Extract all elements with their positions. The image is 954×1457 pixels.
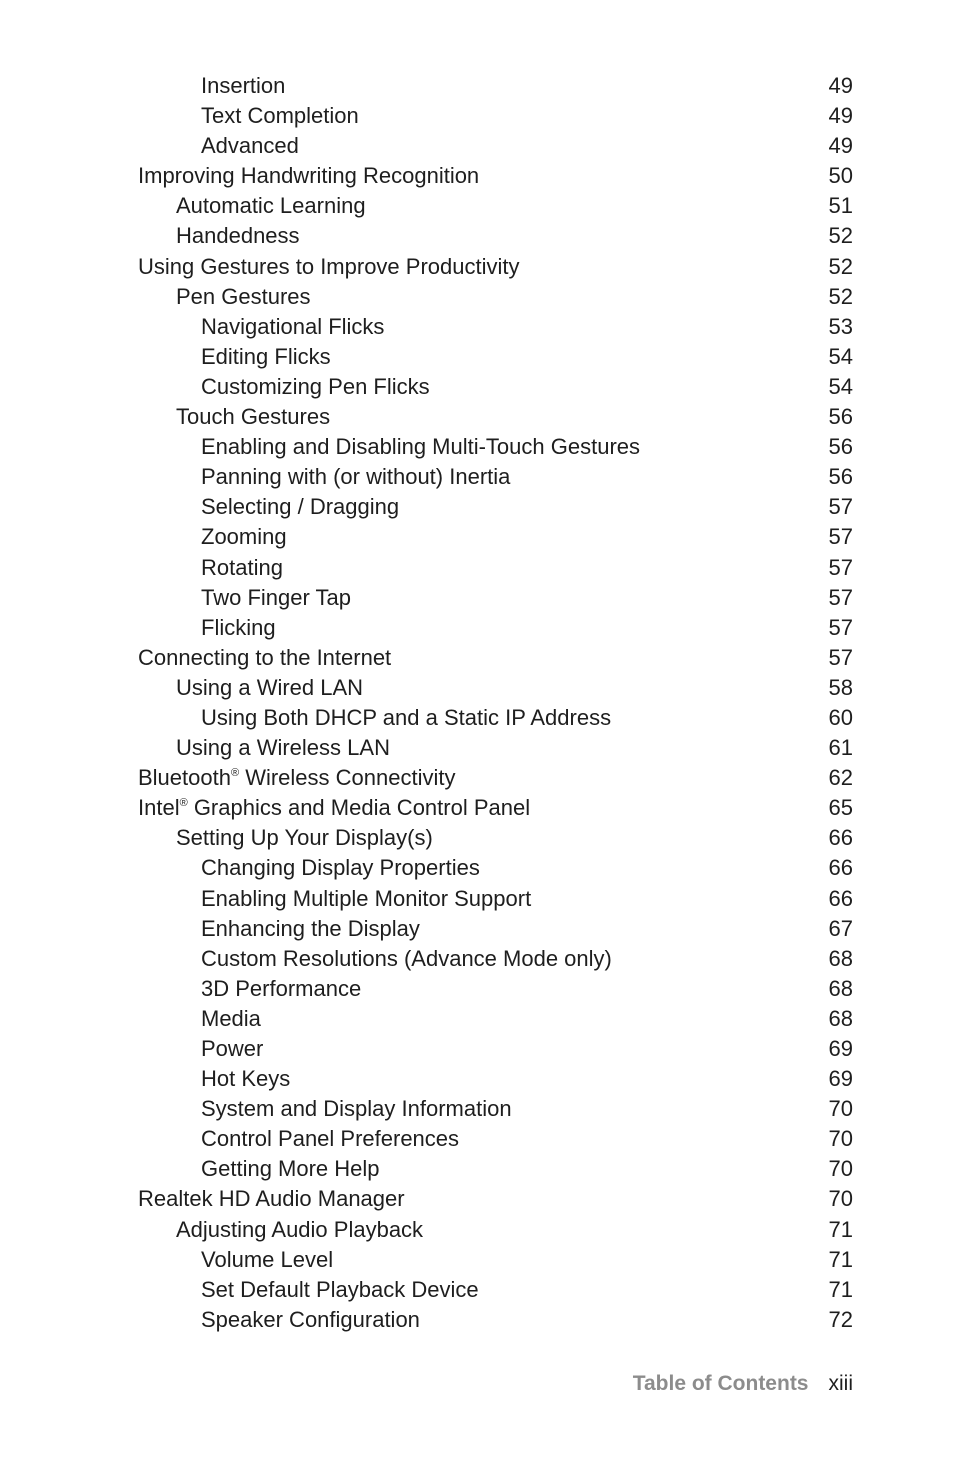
toc-entry-title (201, 101, 359, 131)
toc-entry (0, 221, 954, 251)
toc-entry-title-text: Automatic Learning (176, 193, 366, 219)
toc-entry-title-text: Zooming (201, 524, 287, 550)
toc-entry-page: 60 (828, 704, 853, 730)
toc-entry-title-text: 3D Performance (201, 975, 362, 1001)
toc-entry-title (176, 673, 363, 703)
toc-entry-page: 69 (828, 1036, 853, 1061)
toc-entry-page: 70 (828, 1156, 853, 1182)
toc-entry-page: 57 (828, 494, 853, 520)
toc-entry (0, 342, 954, 372)
toc-entry-page: 71 (828, 1276, 853, 1302)
toc-entry (0, 1275, 954, 1305)
toc-entry-page: 68 (828, 945, 853, 971)
toc-entry (0, 1215, 954, 1245)
toc-entry-title-rest: Wireless Connectivity (239, 765, 456, 791)
toc-entry-title (201, 372, 430, 402)
toc-entry-page: 49 (828, 103, 853, 129)
toc-entry-title-text: System and Display Information (201, 1096, 512, 1122)
toc-entry-title (138, 793, 530, 823)
toc-entry-title-text: Speaker Configuration (201, 1306, 420, 1332)
toc-entry-title-text: Navigational Flicks (201, 313, 385, 339)
toc-entry-title-text: Volume Level (201, 1246, 334, 1272)
toc-entry-page: 67 (828, 915, 853, 941)
toc-entry-page: 54 (828, 373, 853, 399)
toc-entry-title (176, 282, 311, 312)
toc-entry (0, 161, 954, 191)
toc-entry (0, 884, 954, 914)
toc-entry (0, 1124, 954, 1154)
footer-page-number: xiii (828, 1372, 853, 1395)
toc-entry-page: 70 (828, 1126, 853, 1152)
toc-entry-page: 57 (828, 524, 853, 550)
toc-entry-page: 65 (828, 795, 853, 821)
toc-entry-page: 52 (828, 283, 853, 309)
toc-entry (0, 1305, 954, 1335)
toc-entry (0, 914, 954, 944)
toc-entry-title (201, 492, 399, 522)
toc-entry (0, 432, 954, 462)
toc-entry (0, 643, 954, 673)
toc-entry-title-text: Enabling Multiple Monitor Support (201, 885, 532, 911)
toc-entry-page: 61 (828, 735, 853, 761)
toc-entry (0, 1184, 954, 1214)
toc-entry-title (201, 553, 283, 583)
toc-entry (0, 793, 954, 823)
toc-entry (0, 583, 954, 613)
toc-entry-title-text: Two Finger Tap (201, 584, 352, 610)
toc-entry-page: 70 (828, 1186, 853, 1212)
toc-entry-title (201, 1034, 263, 1064)
toc-entry-page: 49 (828, 133, 853, 159)
toc-entry (0, 492, 954, 522)
toc-entry-title (138, 252, 519, 282)
toc-entry (0, 733, 954, 763)
toc-entry-page: 56 (828, 434, 853, 460)
toc-entry-title (176, 733, 390, 763)
toc-entry-page: 58 (828, 674, 853, 700)
toc-entry-title-rest: Graphics and Media Control Panel (187, 795, 531, 821)
toc-entry-title (201, 703, 611, 733)
toc-entry-title-text: Media (201, 1005, 261, 1031)
toc-entry-title (201, 1305, 420, 1335)
toc-entry-title-text: Panning with (or without) Inertia (201, 464, 511, 490)
toc-entry-title-text: Intel (138, 795, 180, 821)
toc-entry (0, 522, 954, 552)
toc-entry-title (176, 191, 366, 221)
toc-entry-title-text: Enabling and Disabling Multi-Touch Gestures (201, 434, 641, 460)
toc-entry-title-text: Selecting / Dragging (201, 494, 400, 520)
toc-entry-title (138, 763, 455, 793)
toc-entry-page: 57 (828, 614, 853, 640)
registered-mark: ® (230, 767, 240, 780)
toc-entry-title (138, 1184, 405, 1214)
toc-entry-title-text: Using Both DHCP and a Static IP Address (201, 704, 612, 730)
toc-entry-title (201, 432, 640, 462)
toc-entry-page: 71 (828, 1246, 853, 1272)
toc-entry-page: 52 (828, 253, 853, 279)
toc-entry-page: 51 (828, 193, 853, 219)
toc-entry-title (201, 1004, 261, 1034)
toc-entry (0, 312, 954, 342)
toc-entry-title (201, 71, 285, 101)
toc-entry-title-text: Realtek HD Audio Manager (138, 1186, 405, 1212)
toc-entry (0, 1154, 954, 1184)
toc-entry-title (176, 823, 433, 853)
toc-entry (0, 763, 954, 793)
toc-entry-title (201, 974, 361, 1004)
toc-entry-page: 50 (828, 163, 853, 189)
toc-entry-title-text: Power (201, 1036, 264, 1061)
toc-entry-title-text: Changing Display Properties (201, 855, 480, 881)
toc-entry-page: 66 (828, 855, 853, 881)
toc-entry-page: 52 (828, 223, 853, 249)
toc-entry-title-text: Insertion (201, 73, 286, 98)
toc-entry-title-text: Adjusting Audio Playback (176, 1216, 424, 1242)
toc-entry-title-text: Using Gestures to Improve Productivity (138, 253, 520, 279)
toc-entry-title (176, 1215, 423, 1245)
toc-entry-title-text: Control Panel Preferences (201, 1126, 460, 1152)
toc-entry-title-text: Bluetooth (138, 765, 231, 791)
toc-entry-page: 56 (828, 404, 853, 430)
toc-entry (0, 372, 954, 402)
toc-entry-title (176, 221, 300, 251)
toc-entry-title-text: Rotating (201, 554, 283, 580)
toc-entry (0, 944, 954, 974)
toc-entry (0, 823, 954, 853)
toc-entry-title (201, 342, 331, 372)
toc-entry-page: 66 (828, 885, 853, 911)
toc-entry (0, 1064, 954, 1094)
toc-entry-title (201, 613, 276, 643)
toc-entry (0, 974, 954, 1004)
toc-entry-page: 68 (828, 1005, 853, 1031)
toc-entry-title-text: Using a Wireless LAN (176, 735, 390, 761)
toc-entry-page: 68 (828, 975, 853, 1001)
toc-entry-title-text: Pen Gestures (176, 283, 311, 309)
toc-entry-title (201, 944, 612, 974)
toc-entry-title-text: Flicking (201, 614, 276, 640)
toc-entry-title-text: Advanced (201, 133, 299, 159)
toc-entry (0, 252, 954, 282)
toc-entry-page: 57 (828, 554, 853, 580)
toc-entry (0, 71, 954, 101)
toc-entry-page: 69 (828, 1066, 853, 1092)
toc-entry (0, 462, 954, 492)
toc-entry-title-text: Editing Flicks (201, 343, 331, 369)
toc-entry-title (201, 522, 287, 552)
toc-entry-title-text: Using a Wired LAN (176, 674, 364, 700)
toc-entry-title (201, 1275, 479, 1305)
toc-entry-title-text: Connecting to the Internet (138, 644, 392, 670)
toc-entry-title (201, 312, 384, 342)
toc-entry (0, 1004, 954, 1034)
toc-entry (0, 853, 954, 883)
registered-mark: ® (179, 797, 188, 810)
toc-entry-title (138, 643, 391, 673)
toc-entry (0, 703, 954, 733)
toc-entry-title-text: Hot Keys (201, 1066, 291, 1092)
toc-entry-title-text: Handedness (176, 223, 300, 249)
toc-entry-title (201, 1154, 380, 1184)
toc-entry-page: 56 (828, 464, 853, 490)
toc-entry-page: 53 (828, 313, 853, 339)
toc-entry (0, 402, 954, 432)
toc-entry (0, 553, 954, 583)
toc-entry-page: 49 (828, 73, 853, 98)
toc-entry-title-text: Setting Up Your Display(s) (176, 825, 433, 851)
toc-entry (0, 1094, 954, 1124)
toc-entry-title (201, 1064, 290, 1094)
toc-entry (0, 1245, 954, 1275)
toc-entry-title (201, 462, 510, 492)
toc-entry (0, 1034, 954, 1064)
toc-entry-title-text: Text Completion (201, 103, 359, 129)
toc-entry-title-text: Touch Gestures (176, 404, 331, 430)
toc-entry-title-text: Getting More Help (201, 1156, 380, 1182)
toc-entry-page: 57 (828, 584, 853, 610)
toc-entry-page: 57 (828, 644, 853, 670)
toc-entry-page: 72 (828, 1306, 853, 1332)
toc-entry-title (201, 1124, 459, 1154)
toc-entry (0, 613, 954, 643)
footer-section-label: Table of Contents (632, 1372, 809, 1395)
toc-entry-page: 54 (828, 343, 853, 369)
toc-entry-title-text: Enhancing the Display (201, 915, 420, 941)
toc-entry-title-text: Custom Resolutions (Advance Mode only) (201, 945, 612, 971)
page-footer (633, 1369, 853, 1399)
toc-entry-title (201, 1245, 333, 1275)
toc-entry-page: 71 (828, 1216, 853, 1242)
toc-entry (0, 673, 954, 703)
toc-entry (0, 191, 954, 221)
toc-entry-title (201, 884, 531, 914)
toc-entry-page: 62 (828, 765, 853, 791)
toc-entry-title (138, 161, 479, 191)
toc-entry-title (201, 853, 480, 883)
toc-entry (0, 131, 954, 161)
toc-entry-title (201, 131, 299, 161)
toc-entry (0, 101, 954, 131)
toc-entry-title (201, 914, 420, 944)
table-of-contents (0, 71, 954, 1335)
toc-entry-title (201, 1094, 512, 1124)
toc-entry-page: 66 (828, 825, 853, 851)
toc-entry (0, 282, 954, 312)
toc-entry-title (201, 583, 351, 613)
toc-entry-page: 70 (828, 1096, 853, 1122)
toc-entry-title-text: Customizing Pen Flicks (201, 373, 430, 399)
toc-entry-title-text: Set Default Playback Device (201, 1276, 479, 1302)
toc-entry-title (176, 402, 330, 432)
toc-entry-title-text: Improving Handwriting Recognition (138, 163, 480, 189)
